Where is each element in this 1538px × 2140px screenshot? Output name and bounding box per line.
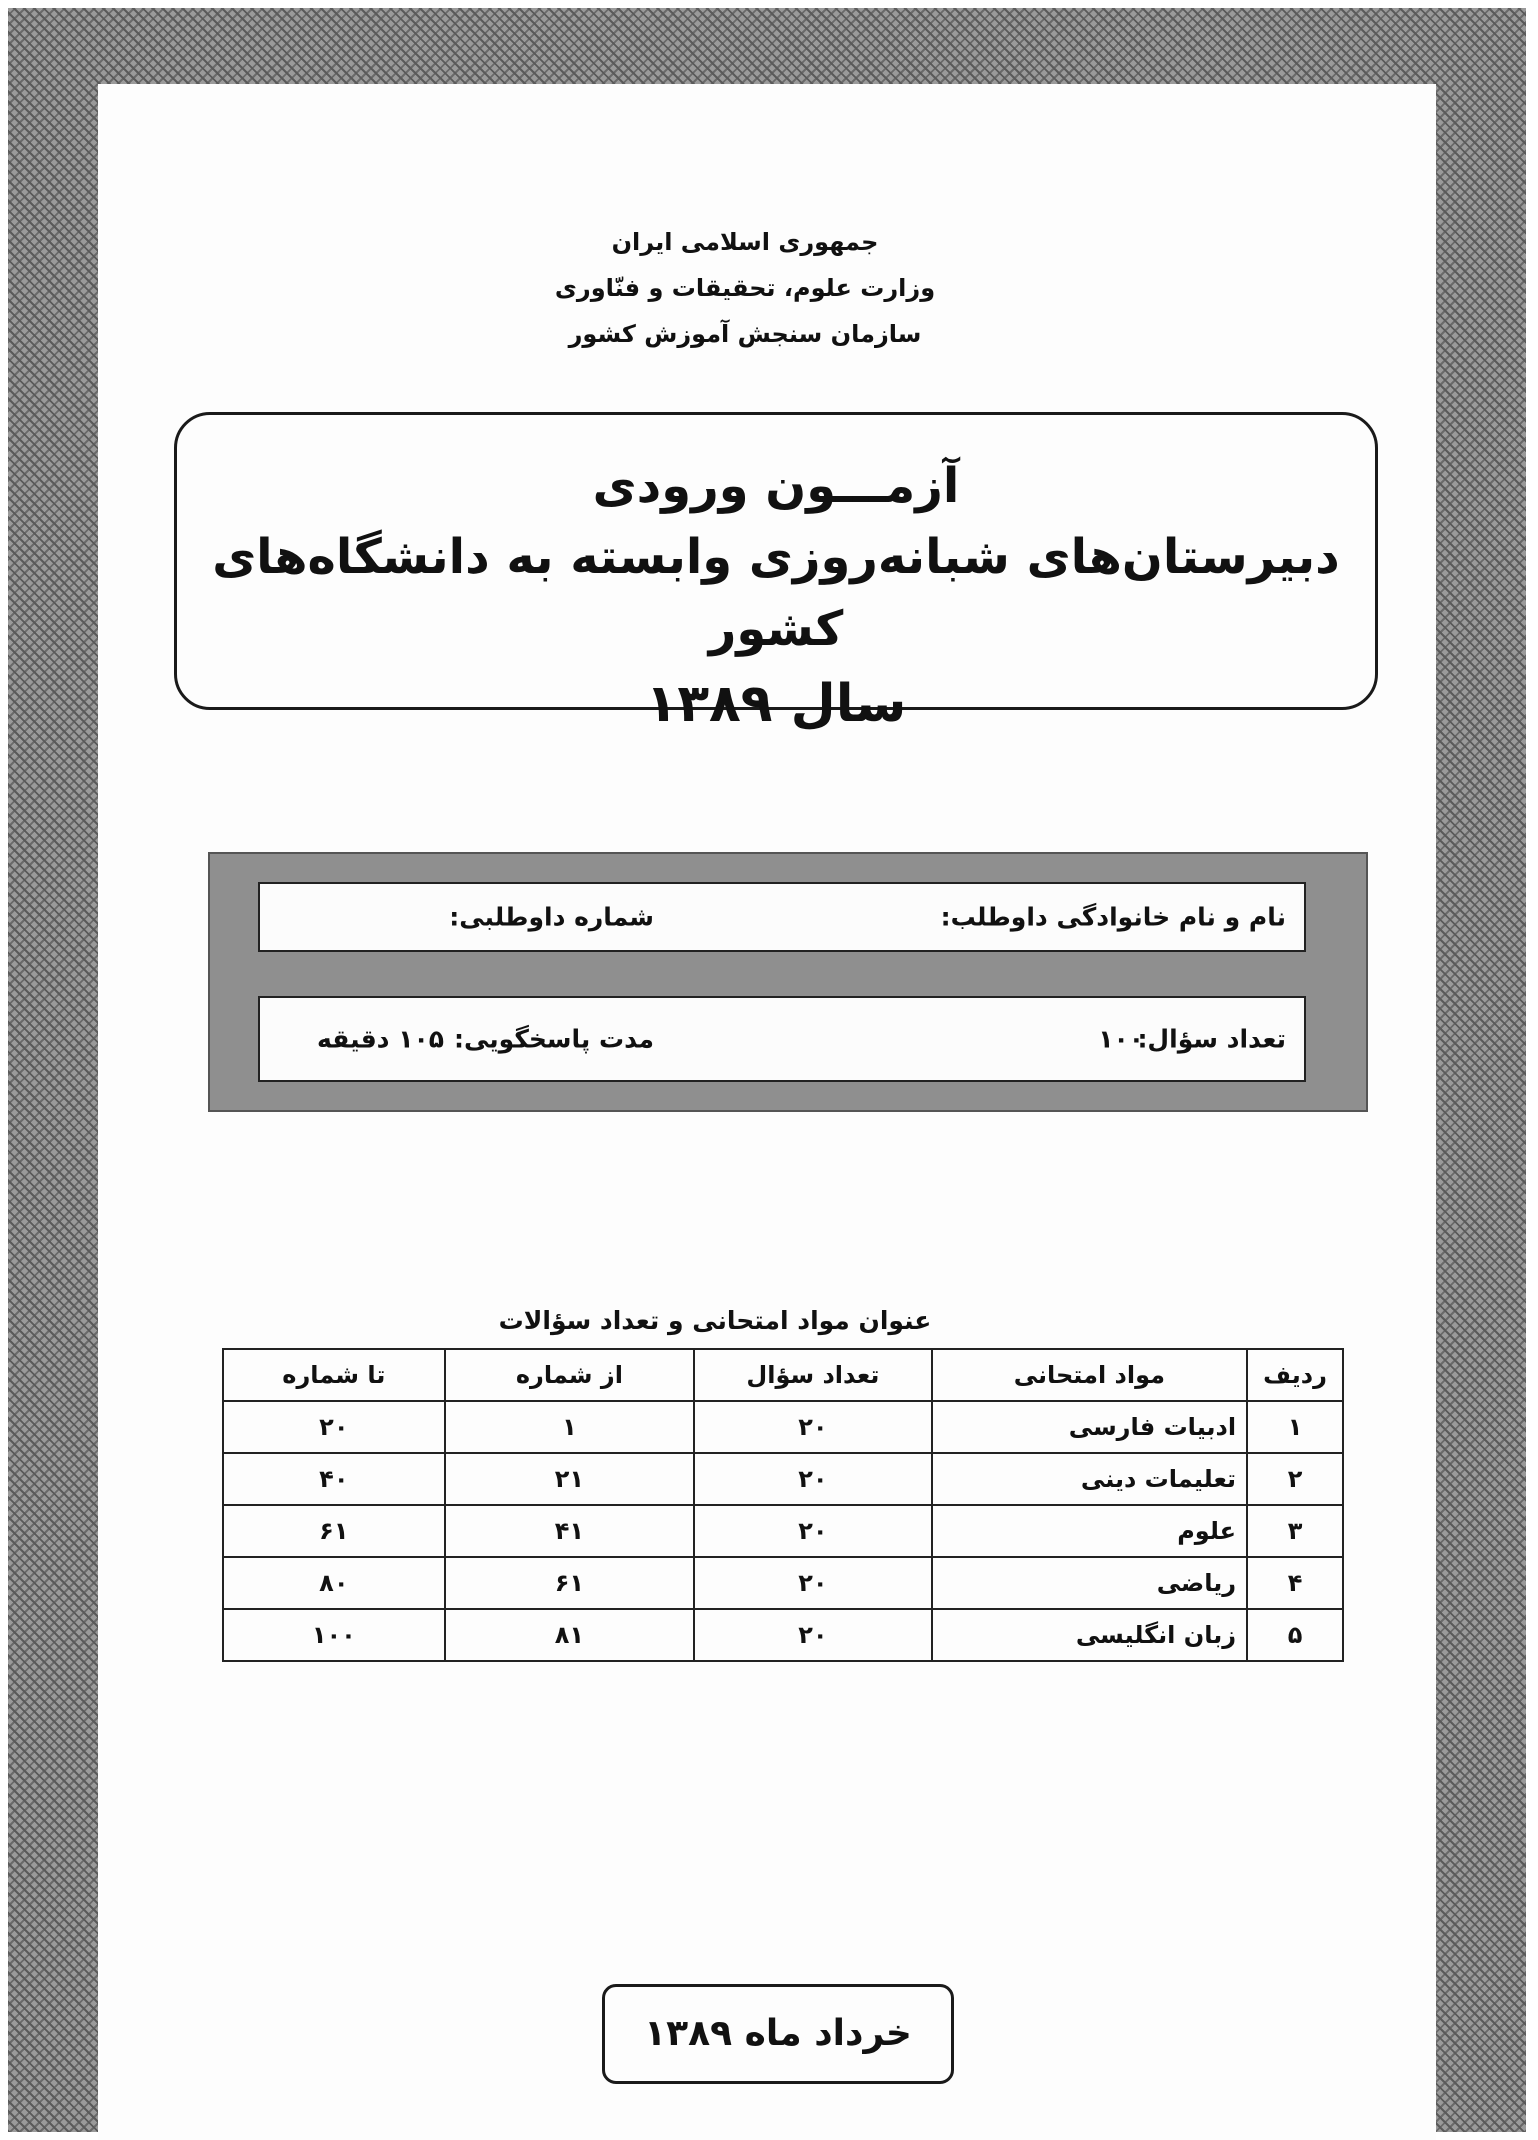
header-cell-to-number: تا شماره: [223, 1349, 445, 1401]
exam-date-box: [602, 1984, 954, 2084]
cell-from-number: ۲۱: [445, 1453, 695, 1505]
duration-label: مدت پاسخگویی:: [453, 1024, 654, 1054]
cell-subject: تعلیمات دینی: [932, 1453, 1247, 1505]
exam-details-row: [258, 996, 1306, 1082]
cell-question-count: ۲۰: [694, 1453, 932, 1505]
issuer-header: [98, 219, 1436, 357]
table-row: [223, 1505, 1343, 1557]
title-line-3: سال ۱۳۸۹: [645, 674, 907, 734]
candidate-name-label: نام و نام خانوادگی داوطلب:: [940, 902, 1286, 932]
cell-question-count: ۲۰: [694, 1505, 932, 1557]
cell-row-number: ۱: [1247, 1401, 1343, 1453]
question-count-value: ۱۰۰: [1098, 1024, 1144, 1054]
candidate-name-row: [258, 882, 1306, 952]
cell-subject: ریاضی: [932, 1557, 1247, 1609]
cell-row-number: ۳: [1247, 1505, 1343, 1557]
header-line-3: سازمان سنجش آموزش کشور: [568, 320, 922, 348]
cell-to-number: ۴۰: [223, 1453, 445, 1505]
cell-row-number: ۵: [1247, 1609, 1343, 1661]
cell-question-count: ۲۰: [694, 1401, 932, 1453]
title-line-1: آزمـــون ورودی: [592, 458, 960, 514]
cell-question-count: ۲۰: [694, 1609, 932, 1661]
candidate-info-block: [208, 852, 1368, 1112]
header-line-1: جمهوری اسلامی ایران: [611, 228, 879, 256]
header-line-2: وزارت علوم، تحقیقات و فنّاوری: [554, 274, 936, 302]
exam-date: خرداد ماه ۱۳۸۹: [644, 2013, 912, 2054]
cell-to-number: ۱۰۰: [223, 1609, 445, 1661]
title-line-2: دبیرستان‌های شبانه‌روزی وابسته به دانشگاه‌های کشور: [212, 529, 1340, 657]
table-row: [223, 1609, 1343, 1661]
cell-to-number: ۶۱: [223, 1505, 445, 1557]
header-cell-row-number: ردیف: [1247, 1349, 1343, 1401]
table-row: [223, 1401, 1343, 1453]
cell-subject: زبان انگلیسی: [932, 1609, 1247, 1661]
header-cell-from-number: از شماره: [445, 1349, 695, 1401]
cell-row-number: ۲: [1247, 1453, 1343, 1505]
cell-question-count: ۲۰: [694, 1557, 932, 1609]
question-count-label: تعداد سؤال:: [1137, 1024, 1286, 1054]
header-cell-subject: مواد امتحانی: [932, 1349, 1247, 1401]
cell-from-number: ۴۱: [445, 1505, 695, 1557]
duration-value: ۱۰۵ دقیقه: [316, 1024, 444, 1054]
document-page: [98, 84, 1436, 2140]
exam-title-box: [174, 412, 1378, 734]
cell-subject: علوم: [932, 1505, 1247, 1557]
subjects-table: [222, 1348, 1344, 1662]
table-row: [223, 1557, 1343, 1609]
cell-from-number: ۸۱: [445, 1609, 695, 1661]
header-cell-question-count: تعداد سؤال: [694, 1349, 932, 1401]
cell-to-number: ۸۰: [223, 1557, 445, 1609]
table-header-row: [223, 1349, 1343, 1401]
cell-from-number: ۱: [445, 1401, 695, 1453]
cell-from-number: ۶۱: [445, 1557, 695, 1609]
subjects-table-caption: عنوان مواد امتحانی و تعداد سؤالات: [498, 1306, 932, 1335]
cell-row-number: ۴: [1247, 1557, 1343, 1609]
candidate-number-label: شماره داوطلبی:: [449, 902, 654, 932]
table-row: [223, 1453, 1343, 1505]
cell-subject: ادبیات فارسی: [932, 1401, 1247, 1453]
cell-to-number: ۲۰: [223, 1401, 445, 1453]
